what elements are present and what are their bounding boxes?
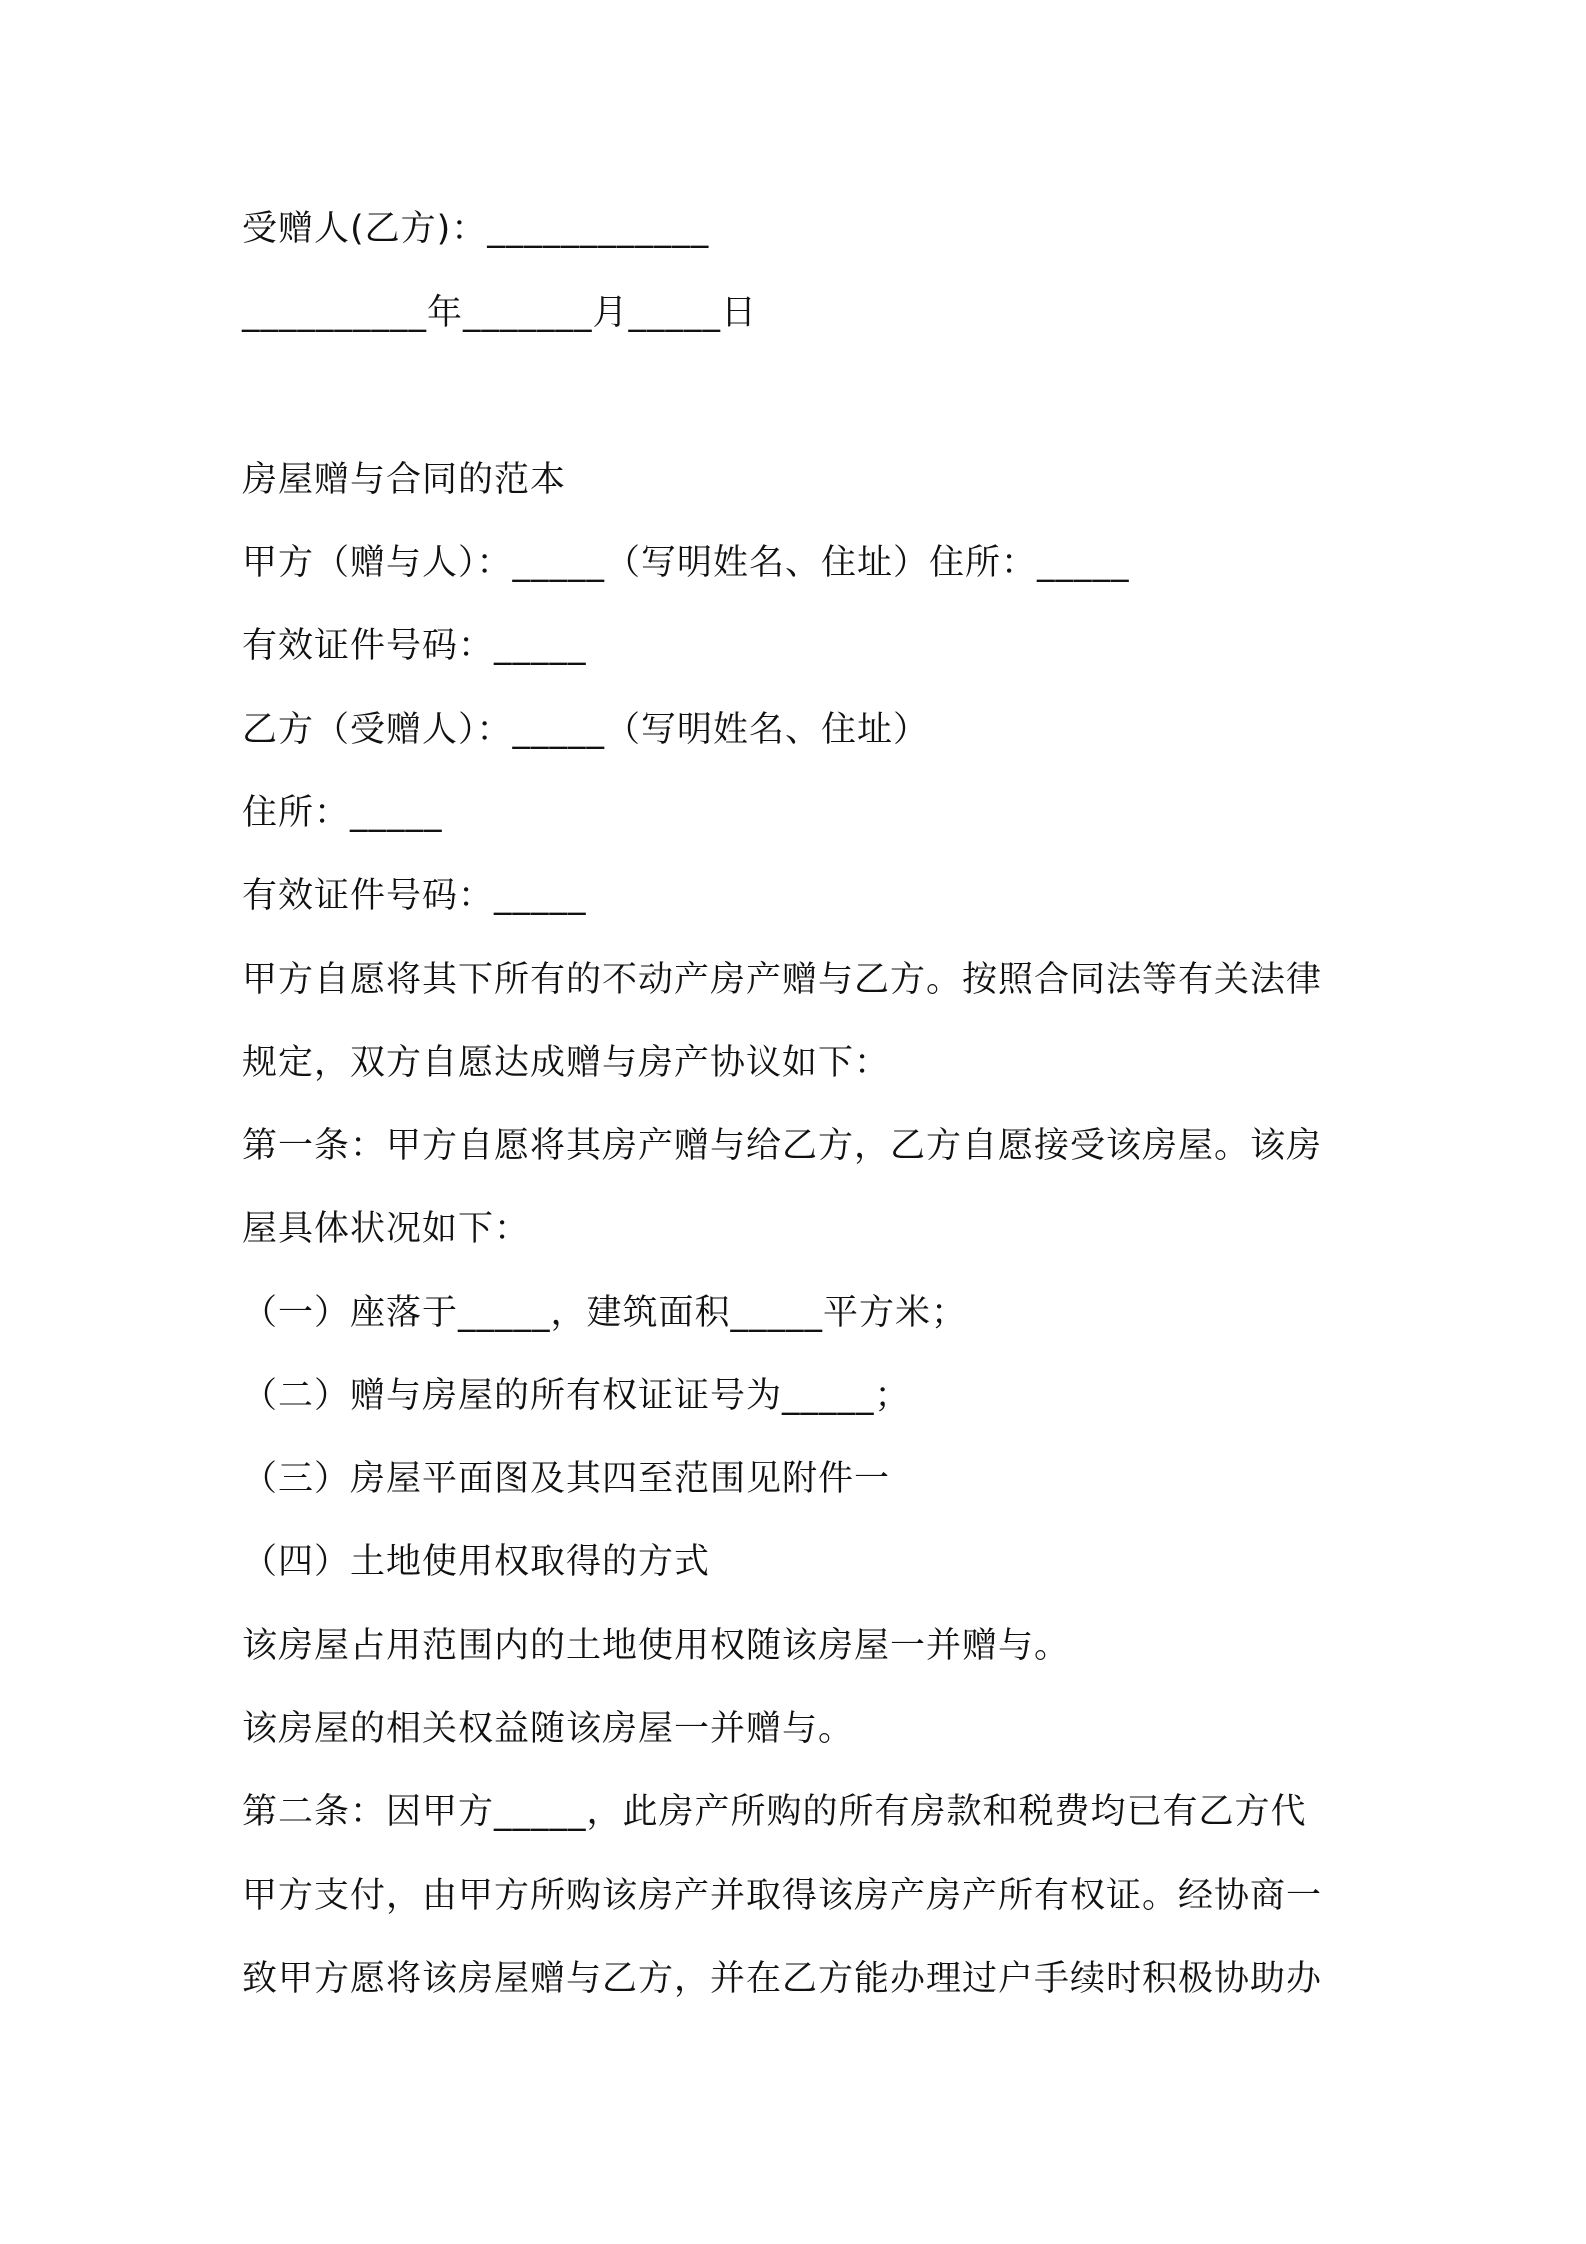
article-two-line: 致甲方愿将该房屋赠与乙方，并在乙方能办理过户手续时积极协助办 (242, 1959, 1323, 1999)
clause-item: （二）赠与房屋的所有权证证号为_____； (242, 1376, 911, 1416)
party-b-line: 乙方（受赠人）：_____（写明姓名、住址） (242, 710, 930, 750)
clause-item: （四）土地使用权取得的方式 (242, 1542, 711, 1582)
paragraph-line: 该房屋的相关权益随该房屋一并赠与。 (242, 1709, 855, 1749)
article-one-line: 屋具体状况如下： (242, 1209, 531, 1249)
paragraph-line: 甲方自愿将其下所有的不动产房产赠与乙方。按照合同法等有关法律 (242, 960, 1323, 1000)
date-line: __________年_______月_____日 (242, 293, 758, 333)
recipient-signature-line: 受赠人(乙方)：____________ (242, 209, 710, 249)
document-title: 房屋赠与合同的范本 (242, 460, 567, 500)
party-a-line: 甲方（赠与人）：_____（写明姓名、住址）住所：_____ (242, 543, 1130, 583)
party-a-id-line: 有效证件号码：_____ (242, 626, 587, 666)
paragraph-line: 该房屋占用范围内的土地使用权随该房屋一并赠与。 (242, 1626, 1071, 1666)
clause-item: （三）房屋平面图及其四至范围见附件一 (242, 1459, 891, 1499)
article-one-line: 第一条：甲方自愿将其房产赠与给乙方，乙方自愿接受该房屋。该房 (242, 1126, 1323, 1166)
party-b-address-line: 住所：_____ (242, 793, 443, 833)
party-b-id-line: 有效证件号码：_____ (242, 876, 587, 916)
article-two-line: 甲方支付，由甲方所购该房产并取得该房产房产所有权证。经协商一 (242, 1876, 1323, 1916)
article-two-line: 第二条：因甲方_____，此房产所购的所有房款和税费均已有乙方代 (242, 1792, 1307, 1832)
clause-item: （一）座落于_____，建筑面积_____平方米； (242, 1293, 968, 1333)
paragraph-line: 规定，双方自愿达成赠与房产协议如下： (242, 1043, 891, 1083)
